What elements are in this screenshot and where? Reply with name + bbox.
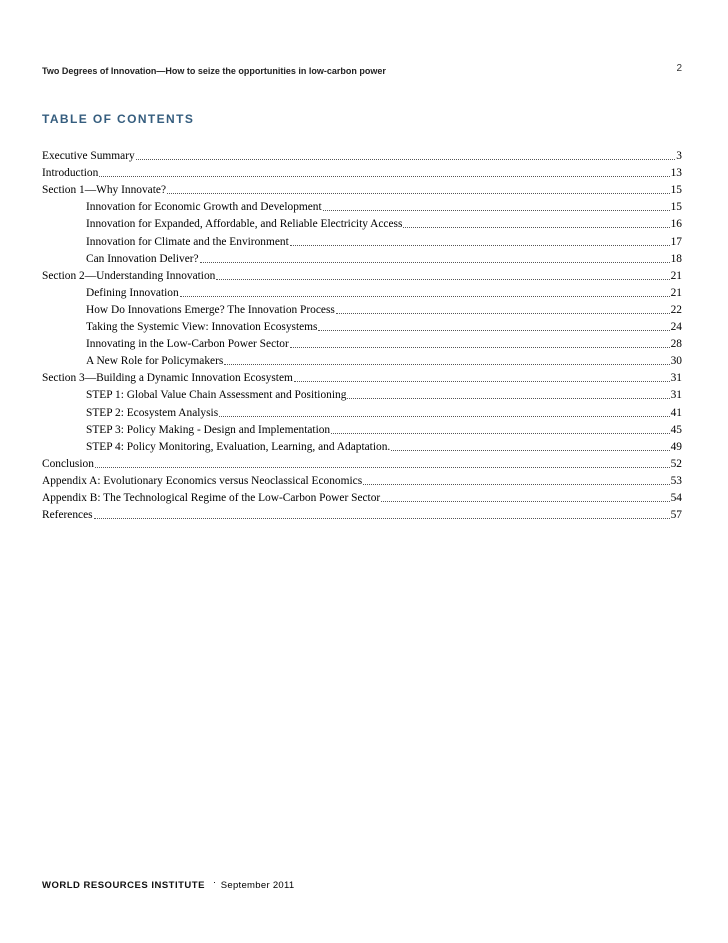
toc-entry[interactable] [42,283,682,300]
toc-dot-leader [136,159,676,160]
toc-entry-page: 22 [670,303,682,316]
toc-dot-leader [216,279,669,280]
toc-entry-page: 54 [670,491,682,504]
toc-entry-title: Conclusion [42,457,94,470]
toc-entry-title: Executive Summary [42,150,135,163]
page-header [42,63,682,80]
toc-entry[interactable] [42,249,682,266]
toc-dot-leader [323,210,670,211]
toc-entry-page: 53 [670,474,682,487]
toc-entry-page: 28 [670,338,682,351]
toc-entry-title: Innovation for Economic Growth and Development [86,201,322,214]
toc-entry[interactable] [42,402,682,419]
toc-dot-leader [99,176,669,177]
toc-entry-title: Appendix B: The Technological Regime of the Low-Carbon Power Sector [42,491,381,504]
toc-entry[interactable] [42,163,682,180]
toc-entry-page: 45 [670,423,682,436]
toc-dot-leader [381,501,669,502]
toc-entry[interactable] [42,266,682,283]
toc-dot-leader [318,330,669,331]
toc-entry[interactable] [42,334,682,351]
toc-dot-leader [200,262,670,263]
toc-entry-page: 24 [670,321,682,334]
toc-entry[interactable] [42,471,682,488]
toc-entry-title: Appendix A: Evolutionary Economics versus Neoclassical Economics [42,474,363,487]
toc-entry-page: 21 [670,269,682,282]
footer-date: September 2011 [220,880,295,891]
toc-entry-title: Introduction [42,167,99,180]
toc-entry-title: Section 3—Building a Dynamic Innovation Ecosystem [42,372,293,385]
toc-entry-page: 57 [670,509,682,522]
toc-dot-leader [219,416,669,417]
toc-dot-leader [331,433,669,434]
toc-entry-title: Section 2—Understanding Innovation [42,269,216,282]
toc-entry[interactable] [42,180,682,197]
table-of-contents [42,146,682,522]
footer-separator: · [212,877,217,888]
toc-entry-page: 13 [670,167,682,180]
toc-dot-leader [336,313,670,314]
page-footer [42,877,295,891]
toc-entry-title: Section 1—Why Innovate? [42,184,166,197]
toc-entry-title: STEP 4: Policy Monitoring, Evaluation, Learning, and Adaptation. [86,440,391,453]
toc-entry-page: 52 [670,457,682,470]
toc-entry-title: Can Innovation Deliver? [86,252,199,265]
toc-entry-title: Innovating in the Low-Carbon Power Sector [86,338,289,351]
toc-entry-page: 16 [670,218,682,231]
toc-entry-page: 31 [670,389,682,402]
toc-entry-page: 3 [676,150,682,163]
toc-entry-page: 30 [670,355,682,368]
toc-entry[interactable] [42,351,682,368]
toc-entry-page: 17 [670,235,682,248]
toc-entry[interactable] [42,300,682,317]
toc-entry-title: Innovation for Climate and the Environment [86,235,289,248]
toc-dot-leader [167,193,670,194]
toc-entry-page: 15 [670,184,682,197]
toc-dot-leader [224,364,669,365]
toc-dot-leader [391,450,669,451]
toc-dot-leader [294,381,670,382]
toc-entry[interactable] [42,420,682,437]
toc-entry-title: STEP 1: Global Value Chain Assessment and Positioning [86,389,347,402]
toc-dot-leader [180,296,670,297]
toc-heading: TABLE OF CONTENTS [42,112,195,126]
toc-entry-page: 15 [670,201,682,214]
toc-entry[interactable] [42,317,682,334]
toc-entry[interactable] [42,146,682,163]
toc-dot-leader [95,467,670,468]
toc-entry-title: A New Role for Policymakers [86,355,224,368]
toc-entry-page: 31 [670,372,682,385]
toc-entry-title: How Do Innovations Emerge? The Innovation Process [86,303,335,316]
toc-entry[interactable] [42,214,682,231]
toc-entry-page: 18 [670,252,682,265]
document-title: Two Degrees of Innovation—How to seize the opportunities in low-carbon power [42,66,386,76]
toc-dot-leader [403,227,669,228]
toc-dot-leader [94,518,670,519]
toc-entry[interactable] [42,385,682,402]
toc-dot-leader [363,484,669,485]
toc-entry[interactable] [42,505,682,522]
toc-entry-title: Defining Innovation [86,286,179,299]
toc-entry-title: STEP 3: Policy Making - Design and Implementation [86,423,331,436]
toc-entry[interactable] [42,231,682,248]
toc-entry-title: References [42,509,93,522]
toc-entry[interactable] [42,437,682,454]
toc-entry[interactable] [42,454,682,471]
toc-entry[interactable] [42,197,682,214]
toc-entry-title: STEP 2: Ecosystem Analysis [86,406,219,419]
page-number: 2 [676,63,682,74]
toc-dot-leader [290,245,670,246]
footer-organization: WORLD RESOURCES INSTITUTE [42,880,205,891]
toc-entry-page: 21 [670,286,682,299]
toc-dot-leader [347,398,669,399]
toc-entry[interactable] [42,488,682,505]
toc-entry-page: 41 [670,406,682,419]
toc-entry[interactable] [42,368,682,385]
toc-entry-page: 49 [670,440,682,453]
toc-entry-title: Taking the Systemic View: Innovation Ecosystems [86,321,318,334]
toc-entry-title: Innovation for Expanded, Affordable, and Reliable Electricity Access [86,218,403,231]
toc-dot-leader [290,347,670,348]
